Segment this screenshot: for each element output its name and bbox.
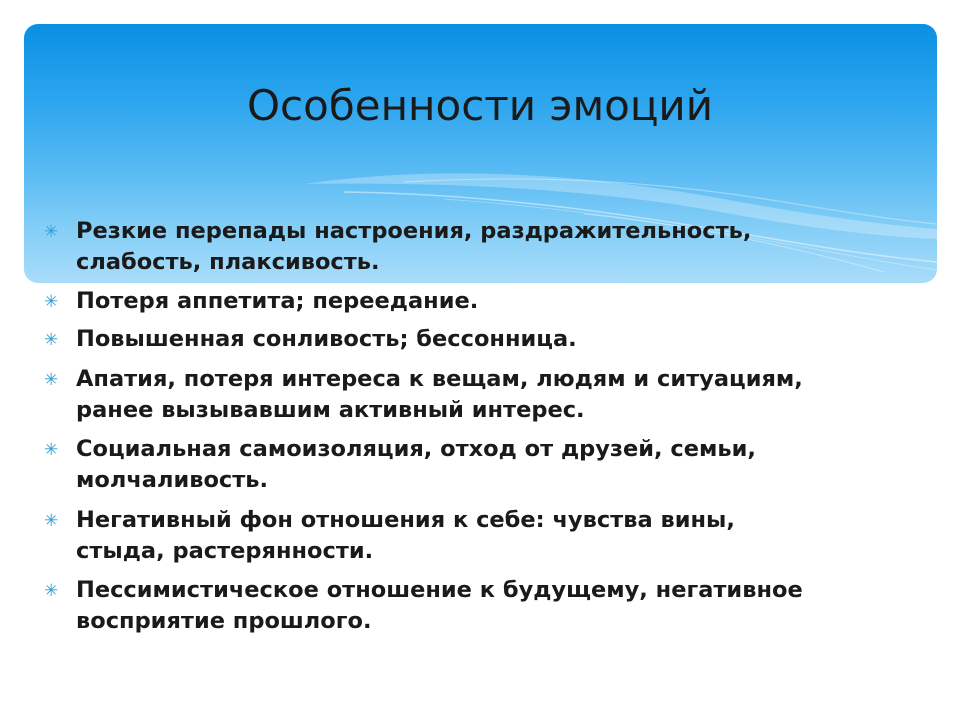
asterisk-bullet-icon: ✳ [44, 222, 59, 242]
asterisk-bullet-icon: ✳ [44, 330, 59, 350]
asterisk-bullet-icon: ✳ [44, 370, 59, 390]
bullet-text: Повышенная сонливость; бессонница. [76, 326, 577, 352]
asterisk-bullet-icon: ✳ [44, 292, 59, 312]
bullet-text: Негативный фон отношения к себе: чувства вины, стыда, растерянности. [76, 507, 735, 564]
asterisk-bullet-icon: ✳ [44, 581, 59, 601]
bullet-text: Потеря аппетита; переедание. [76, 288, 479, 314]
bullet-text: Апатия, потеря интереса к вещам, людям и ситуациям, ранее вызывавшим активный интерес. [76, 366, 803, 423]
slide-title: Особенности эмоций [246, 81, 714, 130]
bullet-text: Пессимистическое отношение к будущему, негативное восприятие прошлого. [76, 577, 803, 634]
asterisk-bullet-icon: ✳ [44, 440, 59, 460]
asterisk-bullet-icon: ✳ [44, 511, 59, 531]
bullet-text: Социальная самоизоляция, отход от друзей, семьи, молчаливость. [76, 436, 756, 493]
bullet-text: Резкие перепады настроения, раздражительность, слабость, плаксивость. [76, 218, 752, 275]
